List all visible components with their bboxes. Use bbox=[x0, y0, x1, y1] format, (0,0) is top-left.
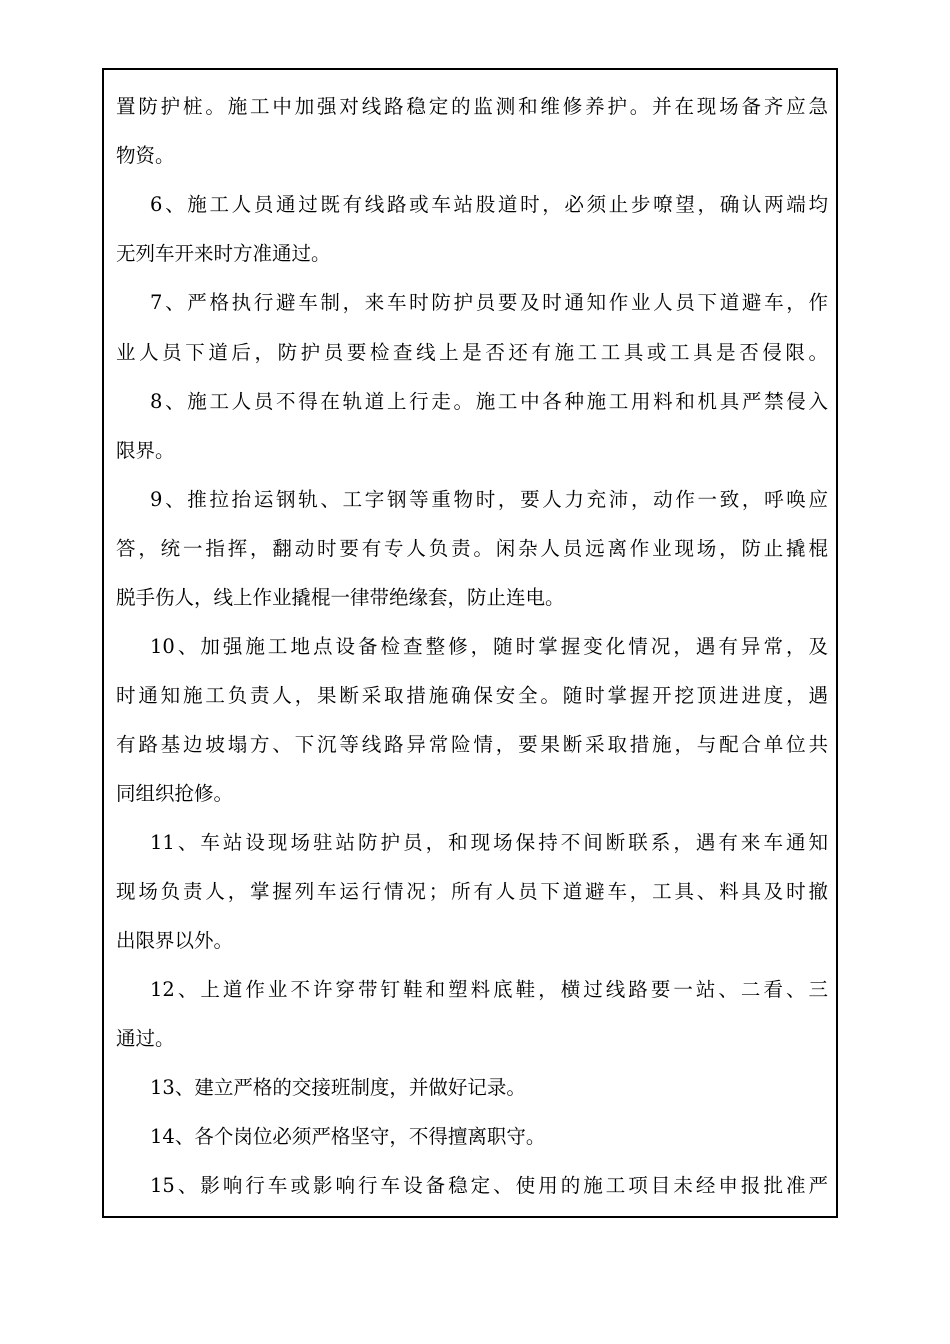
document-frame bbox=[102, 68, 838, 1218]
text-line: 物资。 bbox=[116, 144, 175, 167]
paragraph-9-line: 9、推拉抬运钢轨、工字钢等重物时，要人力充沛，动作一致，呼唤应 bbox=[150, 488, 828, 511]
text-line: 脱手伤人，线上作业撬棍一律带绝缘套，防止连电。 bbox=[116, 586, 565, 609]
paragraph-7-line: 7、严格执行避车制，来车时防护员要及时通知作业人员下道避车，作 bbox=[150, 291, 828, 314]
paragraph-10-line: 10、加强施工地点设备检查整修，随时掌握变化情况，遇有异常，及 bbox=[150, 635, 828, 658]
text-line: 出限界以外。 bbox=[116, 929, 234, 952]
paragraph-14-line: 14、各个岗位必须严格坚守，不得擅离职守。 bbox=[150, 1125, 546, 1148]
text-line: 无列车开来时方准通过。 bbox=[116, 242, 331, 265]
paragraph-8-line: 8、施工人员不得在轨道上行走。施工中各种施工用料和机具严禁侵入 bbox=[150, 390, 828, 413]
paragraph-11-line: 11、车站设现场驻站防护员，和现场保持不间断联系，遇有来车通知 bbox=[150, 831, 828, 854]
text-line: 现场负责人，掌握列车运行情况；所有人员下道避车，工具、料具及时撤 bbox=[116, 880, 828, 903]
text-line: 置防护桩。施工中加强对线路稳定的监测和维修养护。并在现场备齐应急 bbox=[116, 95, 828, 118]
text-line: 通过。 bbox=[116, 1027, 175, 1050]
paragraph-15-line: 15、影响行车或影响行车设备稳定、使用的施工项目未经申报批准严 bbox=[150, 1174, 828, 1197]
text-line: 有路基边坡塌方、下沉等线路异常险情，要果断采取措施，与配合单位共 bbox=[116, 733, 828, 756]
text-line: 业人员下道后，防护员要检查线上是否还有施工工具或工具是否侵限。 bbox=[116, 341, 828, 364]
paragraph-13-line: 13、建立严格的交接班制度，并做好记录。 bbox=[150, 1076, 526, 1099]
text-line: 答，统一指挥，翻动时要有专人负责。闲杂人员远离作业现场，防止撬棍 bbox=[116, 537, 828, 560]
text-line: 同组织抢修。 bbox=[116, 782, 234, 805]
paragraph-6-line: 6、施工人员通过既有线路或车站股道时，必须止步嘹望，确认两端均 bbox=[150, 193, 828, 216]
paragraph-12-line: 12、上道作业不许穿带钉鞋和塑料底鞋，横过线路要一站、二看、三 bbox=[150, 978, 828, 1001]
text-line: 限界。 bbox=[116, 439, 175, 462]
text-line: 时通知施工负责人，果断采取措施确保安全。随时掌握开挖顶进进度，遇 bbox=[116, 684, 828, 707]
